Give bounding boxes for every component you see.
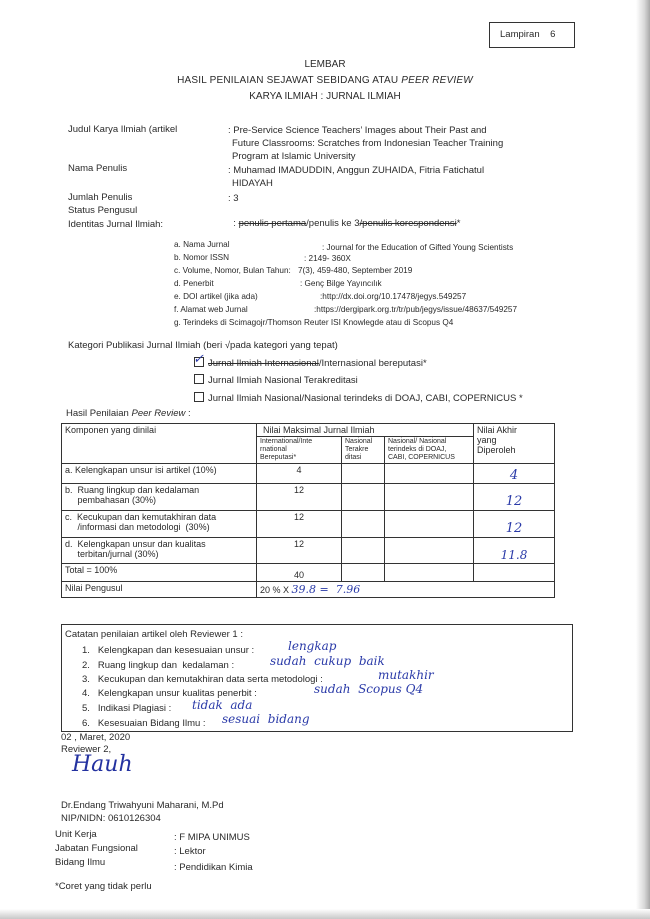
nas2-line-1: Nasional/ Nasional — [388, 438, 447, 445]
catatan-item-2-answer: sudah cukup baik — [270, 654, 385, 668]
row-c-nas2 — [385, 511, 474, 538]
row-c-line-1: c. Kecukupan dan kemutakhiran data — [65, 512, 217, 522]
catatan-item-1: 1. Kelengkapan dan kesesuaian unsur : — [82, 645, 255, 656]
signer-name: Dr.Endang Triwahyuni Maharani, M.Pd — [61, 800, 224, 811]
reviewer-label: Reviewer 2, — [61, 744, 112, 755]
journal-penerbit-value: : Genç Bilge Yayıncılık — [300, 279, 382, 288]
akhir-line-3: Diperoleh — [477, 445, 516, 455]
col-header-komponen: Komponen yang dinilai — [62, 424, 257, 464]
intl-line-2: rnational — [260, 446, 287, 453]
table-row — [62, 564, 555, 582]
pengusul-handwritten: 39.8 = 7.96 — [291, 583, 361, 596]
row-d-line-2: terbitan/jurnal (30%) — [65, 549, 159, 559]
signature: Hauh — [72, 752, 133, 777]
lampiran-label: Lampiran 6 — [500, 29, 556, 40]
total-label: Total = 100% — [62, 564, 257, 582]
journal-penerbit-key: d. Penerbit — [174, 279, 214, 288]
total-nas2 — [385, 564, 474, 582]
nas-line-1: Nasional — [345, 438, 373, 445]
catatan-title: Catatan penilaian artikel oleh Reviewer 1 : — [65, 629, 243, 640]
col-header-intl — [257, 437, 342, 464]
journal-doi-value: :http://dx.doi.org/10.17478/jegys.549257 — [320, 292, 467, 301]
header-line2-a: HASIL PENILAIAN SEJAWAT SEBIDANG ATAU — [177, 75, 402, 86]
hasil-label-a: Hasil Penilaian — [66, 408, 132, 419]
jumlah-value: : 3 — [228, 193, 239, 204]
status-struck-1: penulis pertama — [238, 218, 307, 229]
jumlah-label: Jumlah Penulis — [68, 192, 133, 203]
row-d-got: 11.8 — [474, 538, 555, 564]
row-d-nas — [342, 538, 385, 564]
judul-value-2: Future Classrooms: Scratches from Indonesian Teacher Training — [232, 138, 504, 149]
header-line3: KARYA ILMIAH : JURNAL ILMIAH — [249, 91, 401, 102]
hasil-label-b: Peer Review — [131, 408, 186, 419]
intl-line-3: Bereputasi* — [260, 454, 297, 461]
row-a-got: 4 — [474, 464, 555, 484]
kategori-option-1[interactable] — [193, 351, 427, 369]
penulis-label: Nama Penulis — [68, 163, 128, 174]
row-c-got: 12 — [474, 511, 555, 538]
kategori-option-2-label: Jurnal Ilmiah Nasional Terakreditasi — [208, 375, 358, 386]
row-b-max: 12 — [257, 484, 342, 511]
row-c-nas — [342, 511, 385, 538]
kategori-option-2[interactable] — [194, 374, 358, 386]
pengusul-label: Nilai Pengusul — [62, 582, 257, 598]
hasil-label — [66, 408, 191, 419]
journal-name-value: : Journal for the Education of Gifted Young Scientists — [322, 243, 514, 252]
status-mid: /penulis ke 3 — [306, 218, 360, 229]
unit-kerja-label: Unit Kerja — [55, 829, 97, 840]
catatan-item-2: 2. Ruang lingkup dan kedalaman : — [82, 660, 235, 671]
score-table — [61, 423, 555, 598]
catatan-item-3: 3. Kecukupan dan kemutakhiran data serta metodologi : — [82, 674, 323, 685]
header-line2-b: PEER REVIEW — [401, 75, 473, 86]
lampiran-box — [489, 22, 575, 48]
journal-doi-key: e. DOI artikel (jika ada) — [174, 292, 258, 301]
row-b-line-2: pembahasan (30%) — [65, 495, 157, 505]
penulis-value-2: HIDAYAH — [232, 178, 273, 189]
row-a-nas2 — [385, 464, 474, 484]
catatan-item-6-answer: sesuai bidang — [222, 712, 310, 726]
table-row — [62, 582, 555, 598]
kategori-option-3-label: Jurnal Ilmiah Nasional/Nasional terindeks di DOAJ, CABI, COPERNICUS * — [208, 393, 523, 404]
row-b-nas — [342, 484, 385, 511]
page-edge-shadow — [636, 0, 650, 919]
nas-line-2: Terakre — [345, 446, 369, 453]
row-b-got: 12 — [474, 484, 555, 511]
kategori-option-1-struck: Jurnal Ilmiah Internasional — [208, 358, 319, 369]
journal-index-key: g. Terindeks di Scimagojr/Thomson Reuter ISI Knowlegde atau di Scopus Q4 — [174, 318, 454, 327]
page-bottom-shadow — [0, 909, 650, 919]
row-a-nas — [342, 464, 385, 484]
pengusul-prefix: 20 % X — [260, 585, 292, 595]
checkbox-empty[interactable] — [194, 374, 204, 384]
journal-name-key: a. Nama Jurnal — [174, 240, 230, 249]
row-b-label — [62, 484, 257, 511]
jabatan-value: : Lektor — [174, 846, 206, 857]
status-colon: : — [233, 218, 239, 229]
judul-label: Judul Karya Ilmiah (artikel — [68, 124, 178, 135]
identitas-label: Identitas Jurnal Ilmiah: — [68, 219, 164, 230]
penulis-value-1: : Muhamad IMADUDDIN, Anggun ZUHAIDA, Fitria Fatichatul — [228, 165, 485, 176]
journal-volume-key: c. Volume, Nomor, Bulan Tahun: — [174, 266, 291, 275]
catatan-item-5: 5. Indikasi Plagiasi : — [82, 703, 172, 714]
intl-line-1: International/Inte — [260, 438, 313, 445]
total-nas — [342, 564, 385, 582]
header-line1: LEMBAR — [304, 59, 346, 70]
row-c-max: 12 — [257, 511, 342, 538]
pengusul-value — [257, 582, 555, 598]
journal-issn-key: b. Nomor ISSN — [174, 253, 230, 262]
row-c-label — [62, 511, 257, 538]
judul-value-1: : Pre-Service Science Teachers’ Images about Their Past and — [228, 125, 487, 136]
unit-kerja-value: : F MIPA UNIMUS — [174, 832, 250, 843]
total-value: 40 — [257, 564, 342, 582]
status-end: * — [456, 218, 461, 229]
catatan-item-6: 6. Kesesuaian Bidang Ilmu : — [82, 718, 206, 729]
footnote: *Coret yang tidak perlu — [55, 881, 152, 892]
status-value — [228, 207, 460, 229]
row-d-max: 12 — [257, 538, 342, 564]
kategori-label: Kategori Publikasi Jurnal Ilmiah (beri √pada kategori yang tepat) — [68, 340, 338, 351]
table-row — [62, 464, 555, 484]
kategori-option-3[interactable] — [194, 392, 523, 404]
status-label: Status Pengusul — [68, 205, 138, 216]
catatan-item-3-answer: mutakhir — [378, 668, 434, 682]
nas-line-3: ditasi — [345, 454, 362, 461]
row-a-label: a. Kelengkapan unsur isi artikel (10%) — [62, 464, 257, 484]
journal-web-value: :https://dergipark.org.tr/tr/pub/jegys/issue/48637/549257 — [314, 305, 517, 314]
journal-web-key: f. Alamat web Jurnal — [174, 305, 248, 314]
col-header-nasional-terindeks — [385, 437, 474, 464]
row-d-label — [62, 538, 257, 564]
row-d-line-1: d. Kelengkapan unsur dan kualitas — [65, 539, 206, 549]
journal-issn-value: : 2149- 360X — [304, 254, 351, 263]
akhir-line-2: yang — [477, 435, 497, 445]
nas2-line-3: CABI, COPERNICUS — [388, 454, 455, 461]
catatan-item-1-answer: lengkap — [288, 639, 337, 653]
checkbox-empty[interactable] — [194, 392, 204, 402]
row-b-nas2 — [385, 484, 474, 511]
row-c-line-2: /informasi dan metodologi (30%) — [65, 522, 210, 532]
status-struck-2: /penulis korespondensi — [359, 218, 457, 229]
akhir-line-1: Nilai Akhir — [477, 425, 518, 435]
checkbox-checked[interactable] — [193, 351, 204, 367]
table-row — [62, 511, 555, 538]
judul-value-3: Program at Islamic University — [232, 151, 356, 162]
header-line2 — [0, 75, 650, 86]
col-header-nasional — [342, 437, 385, 464]
col-header-akhir — [474, 424, 555, 464]
kategori-option-1-rest: /Internasional bereputasi* — [318, 358, 427, 369]
bidang-label: Bidang Ilmu — [55, 857, 106, 868]
jabatan-label: Jabatan Fungsional — [55, 843, 138, 854]
row-a-max: 4 — [257, 464, 342, 484]
total-got — [474, 564, 555, 582]
table-row — [62, 538, 555, 564]
row-d-nas2 — [385, 538, 474, 564]
journal-volume-value: 7(3), 459-480, September 2019 — [298, 266, 413, 275]
table-row — [62, 484, 555, 511]
checkmark-icon: ✓ — [193, 351, 204, 366]
signer-nip: NIP/NIDN: 0610126304 — [61, 813, 161, 824]
col-header-nilai-maks: Nilai Maksimal Jurnal Ilmiah — [257, 424, 474, 437]
row-b-line-1: b. Ruang lingkup dan kedalaman — [65, 485, 200, 495]
bidang-value: : Pendidikan Kimia — [174, 862, 253, 873]
catatan-item-4-answer: sudah Scopus Q4 — [314, 682, 424, 696]
nas2-line-2: terindeks di DOAJ, — [388, 446, 447, 453]
date: 02 , Maret, 2020 — [61, 732, 131, 743]
catatan-item-4: 4. Kelengkapan unsur kualitas penerbit : — [82, 688, 257, 699]
catatan-item-5-answer: tidak ada — [192, 698, 253, 712]
hasil-label-c: : — [185, 408, 191, 419]
